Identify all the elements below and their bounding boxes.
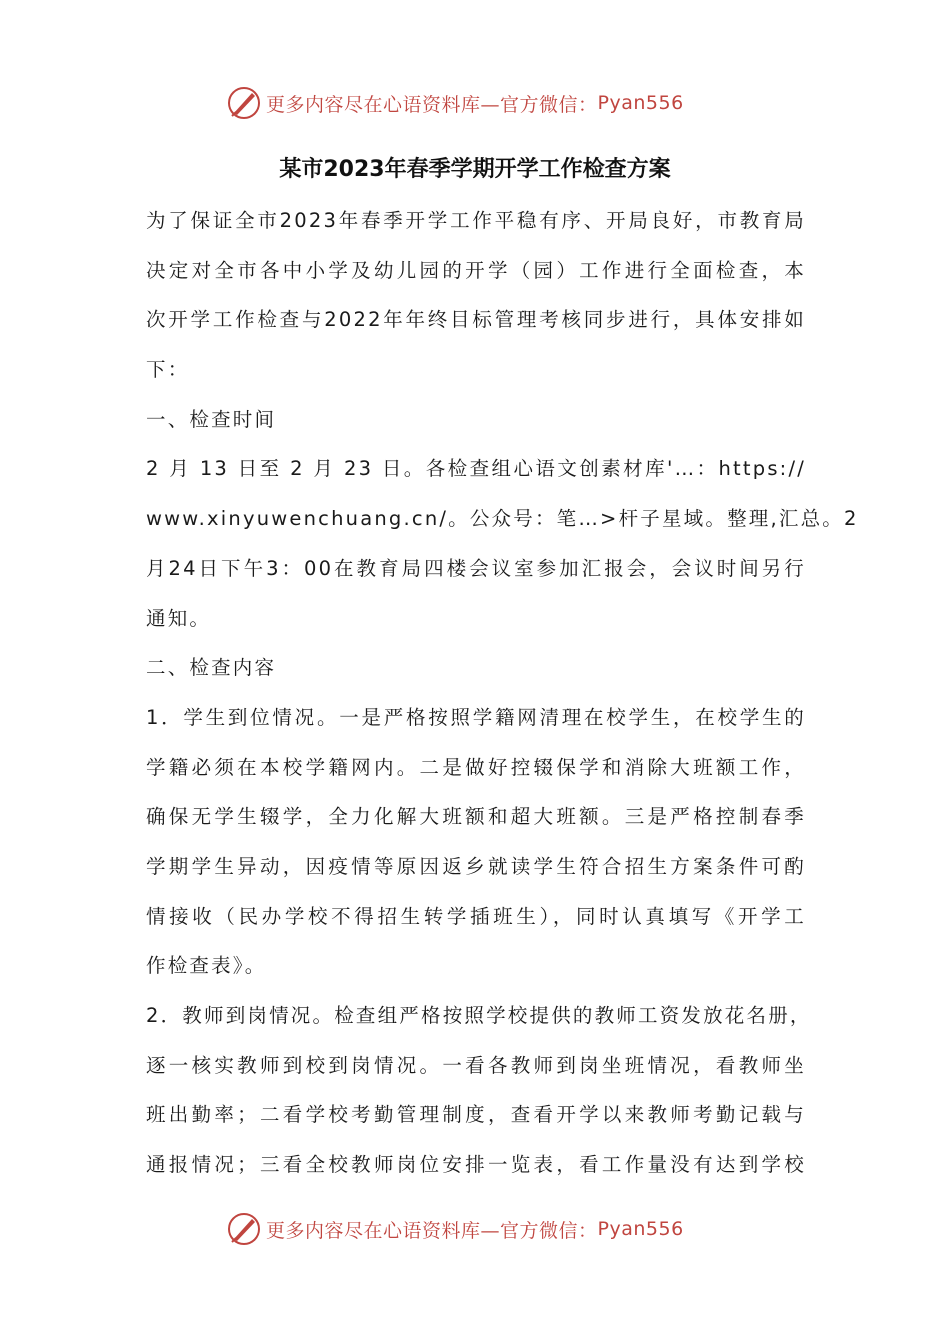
watermark-contact: Pyan556	[597, 92, 684, 114]
text-line: 月24日下午3：00在教育局四楼会议室参加汇报会，会议时间另行	[146, 556, 806, 580]
text-line: 逐一核实教师到校到岗情况。一看各教师到岗坐班情况，看教师坐	[146, 1053, 806, 1077]
text-line: 2 月 13 日至 2 月 23 日。各检查组心语文创素材库'…：https://	[146, 457, 806, 481]
watermark-contact: Pyan556	[597, 1218, 684, 1240]
quill-logo-icon	[226, 1211, 262, 1247]
document-title: 某市2023年春季学期开学工作检查方案	[279, 157, 671, 182]
text-line: 决定对全市各中小学及幼儿园的开学（园）工作进行全面检查，本	[146, 258, 806, 282]
document-body	[146, 196, 859, 1190]
text-line: 二、检查内容	[146, 656, 277, 680]
quill-logo-icon	[226, 85, 262, 121]
watermark-header	[226, 83, 726, 123]
watermark-text: 更多内容尽在心语资料库—官方微信：	[266, 93, 598, 116]
watermark-footer	[226, 1209, 726, 1249]
text-line: 情接收（民办学校不得招生转学插班生），同时认真填写《开学工	[146, 904, 806, 928]
text-line: 通报情况；三看全校教师岗位安排一览表，看工作量没有达到学校	[146, 1153, 806, 1177]
text-line: 学籍必须在本校学籍网内。二是做好控辍保学和消除大班额工作，	[146, 755, 806, 779]
text-line: www.xinyuwenchuang.cn/。公众号：笔…>杆子星域。整理,汇总。2	[146, 507, 859, 531]
text-line: 2．教师到岗情况。检查组严格按照学校提供的教师工资发放花名册，	[146, 1004, 812, 1027]
text-line: 一、检查时间	[146, 407, 277, 431]
text-line: 通知。	[146, 606, 212, 630]
text-line: 次开学工作检查与2022年年终目标管理考核同步进行，具体安排如	[146, 308, 806, 332]
text-line: 下：	[146, 358, 190, 382]
text-line: 确保无学生辍学，全力化解大班额和超大班额。三是严格控制春季	[146, 805, 806, 829]
text-line: 学期学生异动，因疫情等原因返乡就读学生符合招生方案条件可酌	[146, 854, 806, 878]
text-line: 为了保证全市2023年春季开学工作平稳有序、开局良好，市教育局	[146, 209, 806, 232]
text-line: 班出勤率；二看学校考勤管理制度，查看开学以来教师考勤记载与	[146, 1103, 806, 1127]
text-line: 作检查表》。	[146, 954, 267, 978]
watermark-text: 更多内容尽在心语资料库—官方微信：	[266, 1219, 598, 1242]
text-line: 1．学生到位情况。一是严格按照学籍网清理在校学生，在校学生的	[146, 705, 806, 729]
